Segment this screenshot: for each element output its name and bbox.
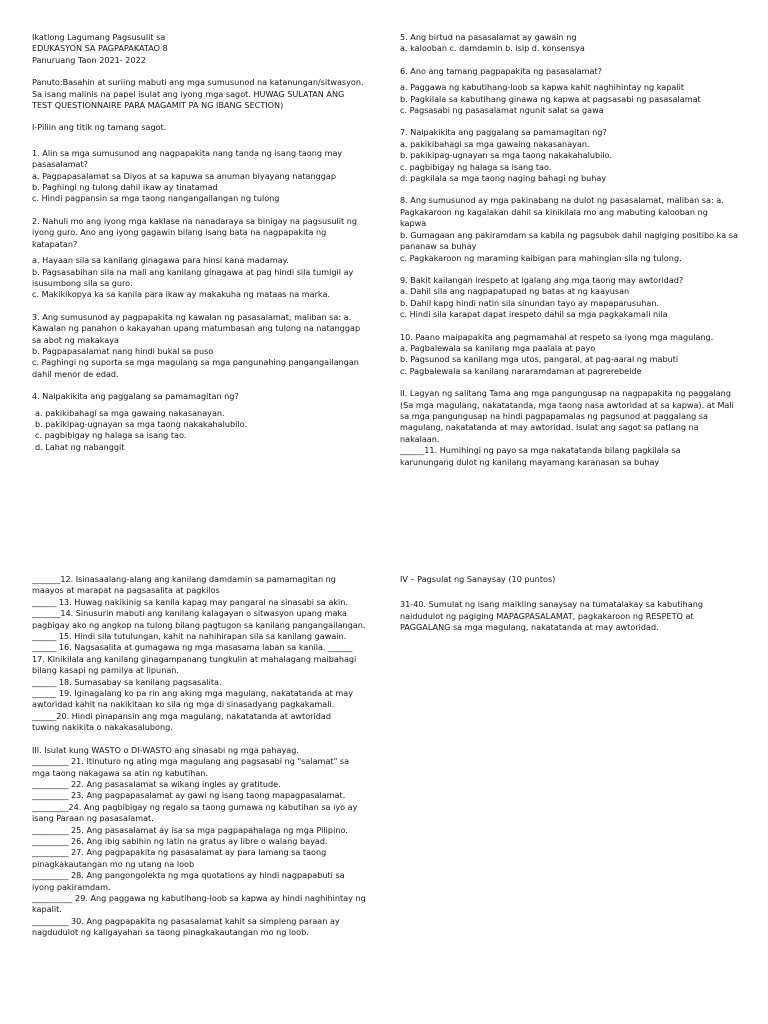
choice-b: b. pakikipag-ugnayan sa mga taong nakakahalubilo. [400,150,613,161]
question-text: 4. Naipakikita ang paggalang sa pamamagitan ng? [32,391,239,402]
item-line: tuwing nakikita o nakakasalubong. [32,722,173,733]
question-text: sa abot ng makakaya [32,334,119,345]
question-3 [32,312,374,380]
choice-b-cont: pananaw sa buhay [400,241,477,252]
choice-b: b. Gumagaan ang pakiramdam sa kabila ng pagsubok dahil nagiging positibo ka sa [400,229,738,240]
question-text: 5. Ang birtud na pasasalamat ay gawain ng [400,32,577,42]
item-line: ______ 16. Nagsasalita at gumagawa ng mga masasama laban sa kanila. ______ [32,642,353,653]
choice-b: b. Pagsunod sa kanilang mga utos, pangaral, at pag-aaral ng mabuti [400,354,679,365]
item-line: 17. Kinikilala ang kanilang ginagampanang tungkulin at mahalagang maibahagi [32,653,357,664]
choice-b: b. pakikipag-ugnayan sa mga taong nakakahalubilo. [35,418,248,429]
part3-line: _________ 25. Ang pasasalamat ay isa sa mga pagpapahalaga ng mga Pilipino. [32,824,348,835]
question-text: iyong guro. Ano ang iyong gagawin bilang isang bata na nagpapakita ng [32,227,327,238]
item-line: ______ 19. Iginagalang ko pa rin ang aking mga magulang, nakatatanda at may [32,688,354,699]
item-line: _______14. Sinusurin mabuti ang kanilang kalagayan o sitwasyon upang maka [32,608,347,619]
part2-instruction: magulang, nakatatanda at may awtoridad. Isulat ang sagot sa patlang na [400,422,699,433]
question-1 [32,148,374,205]
question-text: katapatan? [32,238,78,249]
choice-c: c. Paghingi ng suporta sa mga magulang sa mga pangunahing pangangailangan [32,357,359,368]
choices-inline: a. kalooban c. damdamin b. isip d. konsensya [400,43,585,54]
choice-b: b. Dahil kapg hindi natin sila sinundan tayo ay mapaparusuhan. [400,297,660,308]
column-top-left [32,32,374,464]
question-text: Pagkakaroon ng kagalakan dahil sa kinikilala mo ang mabuting kalooban ng [400,206,708,217]
part3-line: _________ 21. Itinuturo ng ating mga magulang ang pagsasabi ng "salamat" sa [32,756,350,767]
part3-section [32,745,374,939]
item-line: pagbigay ako ng angkop na tulong bilang pagtugon sa kanilang pangangailangan. [32,619,366,630]
question-5 [400,32,742,55]
question-6 [400,66,742,117]
part2-instruction: II. Lagyan ng salitang Tama ang mga pangungusap na nagpapakita ng paggalang [400,388,731,399]
item-line: _______12. Isinasaalang-alang ang kanilang damdamin sa pamamagitan ng [32,574,336,584]
choice-c: c. pagbibigay ng halaga sa isang tao. [35,430,187,441]
question-text: 9. Bakit kailangan irespeto at igalang ang mga taong may awtoridad? [400,274,684,285]
choice-a: a. Pagpapasalamat sa Diyos at sa kapuwa sa anuman biyayang natanggap [32,170,336,181]
instruction-line: Sa isang malinis na papel isulat ang iyong mga sagot. HUWAG SULATAN ANG [32,88,345,99]
item-line: ______ 18. Sumasabay sa kanilang pagsasalita. [32,676,222,687]
choice-c: c. Makikikopya ka sa kanila para ikaw ay makakuha ng mataas na marka. [32,289,330,300]
part2-instruction: nakalaan. [400,433,440,444]
choice-a: a. Hayaan sila sa kanilang ginagawa para hinsi kana madamay. [32,255,289,266]
item-11: ______11. Humihingi ng payo sa mga nakatatanda bilang pagkilala sa [400,445,681,456]
item-line: ______20. Hindi pinapansin ang mga magulang, nakatatanda at awtoridad [32,710,331,721]
choice-a: a. pakikibahagi sa mga gawaing nakasanayan. [35,407,225,418]
choice-b-cont: isusumbong sila sa guro. [32,277,133,288]
question-text: pasasalamat? [32,159,88,170]
choice-a: a. Paggawa ng kabutihang-loob sa kapwa kahit naghihintay ng kapalit [400,82,685,93]
exam-header [32,32,374,66]
question-text: kapwa [400,218,427,229]
part3-line: kapalit. [32,904,62,915]
question-9 [400,275,742,321]
choice-d: d. Lahat ng nabanggit [35,441,125,452]
part3-line: _________ 30. Ang pagpapakita ng pasasalamat kahit sa simpleng paraan ay [32,915,340,926]
choice-c: c. Hindi pagpansin sa mga taong nangangailangan ng tulong [32,193,280,204]
part3-line: iyong pakiramdam. [32,881,111,892]
item-line: maayos at marapat na pagsasalita at pagkilos [32,585,220,596]
part1-title: I-Piliin ang titik ng tamang sagot. [32,122,167,133]
part4-line: 31-40. Sumulat ng isang maikling sanaysay na tumatalakay sa kabutihang [400,599,704,610]
question-2 [32,216,374,301]
question-4 [32,391,374,453]
choice-a: a. Dahil sila ang nagpapatupad ng batas at ng kaayusan [400,286,630,297]
part3-line: isang Paraan ng pasasalamat. [32,813,154,824]
column-bottom-left [32,574,374,950]
part3-line: _________ 26. Ang ibig sabihin ng latin na gratus ay libre o walang bayad. [32,835,328,846]
part3-line: _________ 27. Ang pagpapakita ng pasasalamat ay para lamang sa taong [32,847,327,858]
instruction-line: Panuto:Basahin at suriing mabuti ang mga sumusunod na katanungan/sitwasyon. [32,77,364,88]
question-8 [400,195,742,263]
choice-c-cont: dahil menor de edad. [32,368,119,379]
question-text: 2. Nahuli mo ang iyong mga kaklase na nanadaraya sa binigay na pagsusulit ng [32,215,358,226]
part3-line: _________24. Ang pagbibigay ng regalo sa taong gumawa ng kabutihan sa iyo ay [32,801,358,812]
exam-subject: EDUKASYON SA PAGPAPAKATAO 8 [32,43,168,54]
part1-heading [32,122,374,133]
question-text: 10. Paano maipapakita ang pagmamahal at respeto sa iyong mga magulang. [400,331,714,342]
part3-line: pinagkakautangan mo ng utang na loob [32,858,195,869]
part2-instruction: sa mga pangungusap na hindi pagpapamalas ng pagsunod at paggalang sa [400,410,708,421]
instruction-line: TEST QUESTIONNAIRE PARA MAGAMIT PA NG IBANG SECTION) [32,100,284,111]
exam-school-year: Panuruang Taon 2021- 2022 [32,54,146,65]
question-7 [400,127,742,184]
choice-c: c. Pagkakaroon ng maraming kaibigan para mahingian sila ng tulong. [400,252,682,263]
instructions [32,77,374,111]
choice-c: c. Pagbalewala sa kanilang nararamdaman at pagrerebelde [400,365,642,376]
column-bottom-right [400,574,742,645]
part4-line: naidudulot ng pagiging MAPAGPASALAMAT, pagkakaroon ng RESPETO at [400,610,694,621]
column-top-right [400,32,742,479]
choice-b: b. Pagsasabihan sila na mali ang kanilang ginagawa at pag hindi sila tumigil ay [32,266,354,277]
item-11-cont: karunungang dulot ng kanilang mayamang karanasan sa buhay [400,456,660,467]
part3-line: nagdudulot ng kaligayahan sa taong pinagkakautangan mo ng loob. [32,927,309,938]
part3-line: _________ 22. Ang pasasalamat sa wikang ingles ay gratitude. [32,778,281,789]
part4-heading [400,574,742,585]
part2-section [400,388,742,468]
part2-items-continued [32,574,374,734]
choice-a: a. pakikibahagi sa mga gawaing nakasanayan. [400,138,590,149]
choice-d: d. pagkilala sa mga taong naging bahagi ng buhay [400,173,607,184]
choice-c: c. Pagsasabi ng pasasalamat ngunit salat sa gawa [400,105,604,116]
choice-b: b. Paghingi ng tulong dahil ikaw ay tinatamad [32,182,218,193]
item-line: bilang kasapi ng pamilya at lipunan. [32,665,179,676]
choice-b: b. Pagkilala sa kabutihang ginawa ng kapwa at pagsasabi ng pasasalamat [400,93,701,104]
part3-line: _________ 23. Ang pagpapasalamat ay gawi ng isang taong mapagpasalamat. [32,790,346,801]
choice-b: b. Pagpapasalamat nang hindi bukal sa puso [32,345,214,356]
part4-title: IV – Pagsulat ng Sanaysay (10 puntos) [400,574,556,584]
question-10 [400,332,742,378]
exam-quarter: Ikatlong Lagumang Pagsusulit sa [32,32,166,42]
part2-instruction: (Sa mga magulang, nakatatanda, mga taong nasa awtoridad at sa kapwa). at Mali [400,399,734,410]
item-line: ______ 13. Huwag nakikinig sa kanila kapag may pangaral na sinasabi sa akin. [32,596,348,607]
part3-line: mga taong nakagawa sa atin ng kabutihan. [32,767,208,778]
part3-title: III. Isulat kung WASTO o DI-WASTO ang sinasabi ng mga pahayag. [32,744,299,755]
part3-line: _________ 28. Ang pangongolekta ng mga quotations ay hindi nagpapabuti sa [32,870,345,881]
question-text: 1. Alin sa mga sumusunod ang nagpapakita nang tanda ng isang taong may [32,147,343,158]
choice-c: c. pagbibigay ng halaga sa isang tao. [400,161,552,172]
choice-a: a. Pagbalewala sa kanilang mga paalala at payo [400,342,596,353]
question-text: 8. Ang sumusunod ay mga pakinabang na dulot ng pasasalamat, maliban sa: a. [400,195,724,206]
part4-line: PAGGALANG sa mga magulang, nakatatanda at may awtoridad. [400,622,659,633]
part3-line: __________ 29. Ang paggawa ng kabutihang-loob sa kapwa ay hindi naghihintay ng [32,892,366,903]
item-line: ______ 15. Hindi sila tutulungan, kahit na nahihirapan sila sa kanilang gawain. [32,631,347,642]
item-line: awtoridad kahit na nakikitaan ko sila ng mga di sinasadyang pagkakamali. [32,699,335,710]
question-text: 3. Ang sumusunod ay pagpapakita ng kawalan ng pasasalamat, maliban sa: a. [32,311,352,322]
choice-c: c. Hindi sila karapat dapat irespeto dahil sa mga pagkakamali nila [400,309,668,320]
part4-section [400,599,742,633]
question-text: 7. Naipakikita ang paggalang sa pamamagitan ng? [400,127,607,138]
question-text: Kawalan ng panahon o kakayahan upang matumbasan ang tulong na natanggap [32,323,361,334]
question-text: 6. Ano ang tamang pagpapakita ng pasasalamat? [400,65,602,76]
